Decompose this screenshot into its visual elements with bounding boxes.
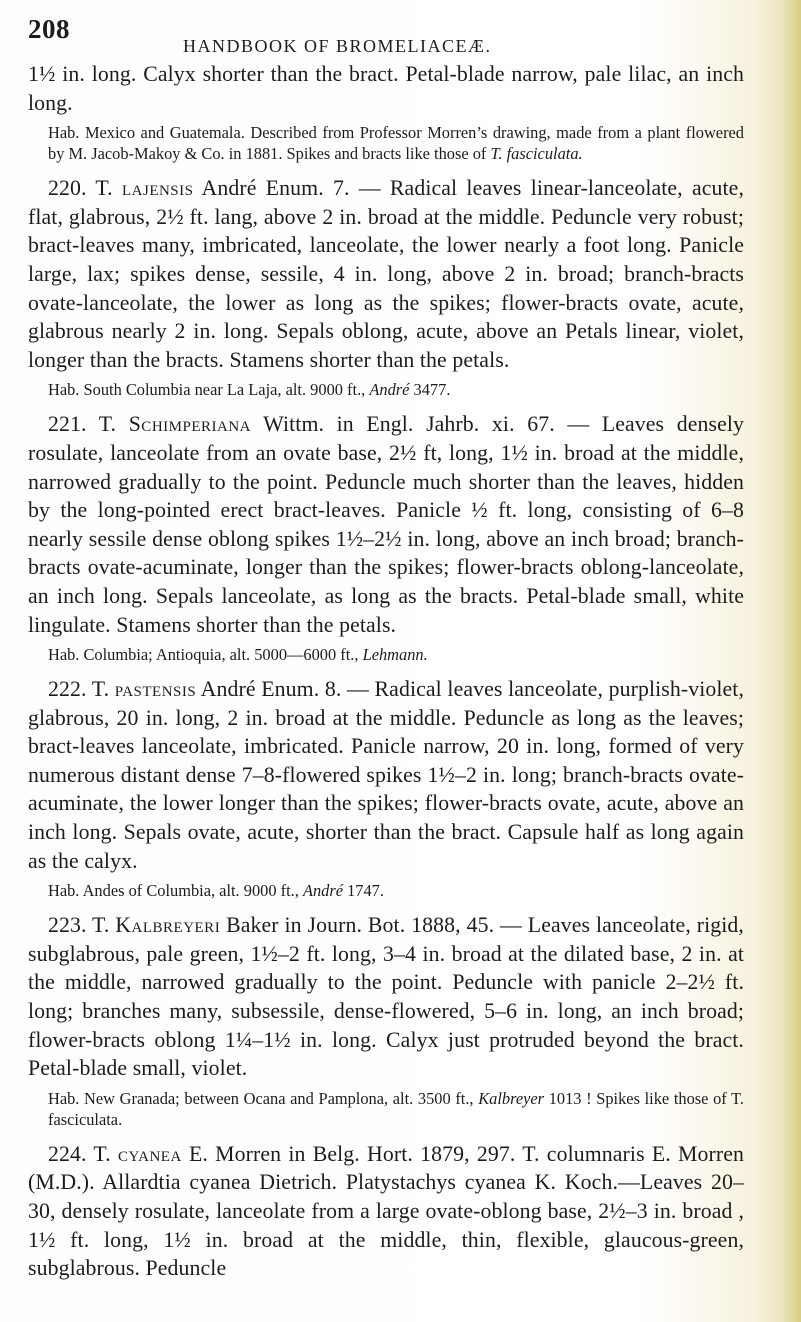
species-description: [28, 675, 744, 875]
habitat-text: Hab. Andes of Columbia, alt. 9000 ft.,: [48, 881, 303, 901]
species-name: lajensis: [121, 176, 194, 201]
intro-habitat: [48, 122, 744, 164]
species-description: [28, 410, 744, 639]
species-number: 221. T.: [48, 412, 117, 437]
habitat-text: Hab. South Columbia near La Laja, alt. 9000 ft.,: [48, 380, 370, 400]
habitat-collector: Lehmann.: [362, 645, 428, 665]
species-description: [28, 174, 744, 374]
intro-habitat-text: Hab. Mexico and Guatemala. Described from Professor Morren’s drawing, made from a plant flowered by M. Jacob-Makoy & Co. in 1881. Spikes and bracts like those of: [48, 123, 744, 164]
species-text: Wittm. in Engl. Jahrb. xi. 67. — Leaves densely rosulate, lanceolate from an ovate base, 2½ ft, long, 1½ in. broad at the middle, narrowed gradually to the point. Peduncle much shorter than the leaves, hidden by the long-pointed erect bract-leaves. Panicle ½ ft. long, consisting of 6–8 nearly sessile dense oblong spikes 1½–2½ in. long, above an inch broad; branch-bracts ovate-acuminate, longer than the spikes; flower-bracts oblong-lanceolate, an inch long. Sepals lanceolate, as long as the bracts. Petal-blade small, white lingulate. Stamens shorter than the petals.: [28, 412, 745, 637]
species-habitat: [48, 880, 744, 901]
species-description: [28, 1140, 744, 1283]
habitat-tail: 3477.: [409, 380, 451, 400]
species-name: Kalbreyeri: [115, 913, 221, 938]
species-entry: [28, 1140, 744, 1283]
species-number: 222. T.: [48, 677, 110, 702]
species-name: pastensis: [114, 677, 197, 702]
species-name: Schimperiana: [128, 412, 251, 437]
species-description: [28, 911, 744, 1083]
habitat-tail: 1013 ! Spikes like those of T. fasciculata.: [48, 1088, 744, 1129]
species-text: Baker in Journ. Bot. 1888, 45. — Leaves lanceolate, rigid, subglabrous, pale green, 1½–2 ft. long, 3–4 in. broad at the dilated base, 2 in. at the middle, narrowed gradually to the point. Peduncle with panicle 2–2½ ft. long; branches many, subsessile, dense-flowered, 5–6 in. long, an inch broad; flower-bracts oblong 1¼–1½ in. long. Calyx just protruded beyond the bract. Petal-blade small, violet.: [28, 913, 744, 1081]
habitat-text: Hab. New Granada; between Ocana and Pamplona, alt. 3500 ft.,: [48, 1088, 479, 1108]
habitat-collector: André: [369, 380, 410, 400]
species-number: 224. T.: [48, 1141, 111, 1166]
species-entry: [28, 675, 744, 901]
species-number: 223. T.: [48, 913, 110, 938]
species-text: E. Morren in Belg. Hort. 1879, 297. T. columnaris E. Morren (M.D.). Allardtia cyanea Dietrich. Platystachys cyanea K. Koch.—Leaves 20–30, densely rosulate, lanceolate from a large ovate-oblong base, 2½–3 in. broad , 1½ ft. long, 1½ in. broad at the middle, thin, flexible, glaucous-green, subglabrous. Peduncle: [28, 1141, 744, 1281]
page-edge-shading: [783, 0, 801, 1322]
species-text: André Enum. 8. — Radical leaves lanceolate, purplish-violet, glabrous, 20 in. long, 2 in. broad at the middle. Peduncle as long as the leaves; bract-leaves lanceolate, imbricated. Panicle narrow, 20 in. long, formed of very numerous distant dense 7–8-flowered spikes 1½–2 in. long; branch-bracts ovate-acuminate, the lower longer than the spikes; flower-bracts ovate, acute, above an inch long. Sepals ovate, acute, shorter than the bract. Capsule half as long again as the calyx.: [28, 677, 745, 873]
intro-paragraph: 1½ in. long. Calyx shorter than the bract. Petal-blade narrow, pale lilac, an inch long.: [28, 62, 744, 115]
page-number: 208: [28, 14, 70, 44]
species-entry: [28, 911, 744, 1130]
species-name: cyanea: [117, 1141, 182, 1166]
species-number: 220. T.: [48, 176, 113, 201]
species-habitat: [48, 644, 744, 665]
running-head: HANDBOOK OF BROMELIACEÆ.: [183, 36, 492, 56]
habitat-collector: André: [302, 881, 343, 901]
habitat-tail: 1747.: [343, 881, 384, 901]
habitat-text: Hab. Columbia; Antioquia, alt. 5000—6000 ft.,: [48, 645, 363, 665]
species-entry: [28, 174, 744, 400]
species-entry: [28, 410, 744, 665]
species-text: André Enum. 7. — Radical leaves linear-lanceolate, acute, flat, glabrous, 2½ ft. lang, above 2 in. broad at the middle. Peduncle very robust; bract-leaves many, imbricated, lanceolate, the lower nearly a foot long. Panicle large, lax; spikes dense, sessile, 4 in. long, above 2 in. broad; branch-bracts ovate-lanceolate, the lower as long as the spikes; flower-bracts ovate, acute, glabrous nearly 2 in. long. Sepals oblong, acute, above an Petals linear, violet, longer than the bracts. Stamens shorter than the petals.: [28, 176, 744, 372]
habitat-collector: Kalbreyer: [478, 1088, 545, 1108]
intro-habitat-ref: T. fasciculata.: [490, 144, 583, 164]
page-content: [28, 60, 744, 1283]
page-header: [28, 14, 728, 54]
species-habitat: [48, 379, 744, 400]
species-habitat: [48, 1088, 744, 1130]
